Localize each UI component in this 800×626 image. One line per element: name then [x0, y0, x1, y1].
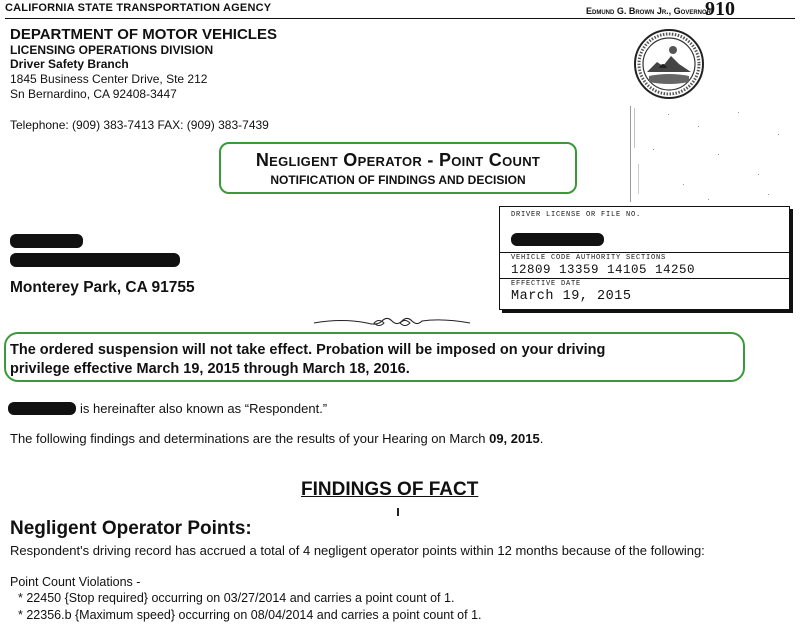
decision-line-2: privilege effective March 19, 2015 through March 18, 2016.: [10, 361, 410, 377]
license-label: DRIVER LICENSE OR FILE NO.: [511, 211, 642, 219]
sections-value: 12809 13359 14105 14250: [511, 263, 696, 277]
address-line-2: Sn Bernardino, CA 92408-3447: [10, 87, 177, 101]
notice-subtitle: NOTIFICATION OF FINDINGS AND DECISION: [270, 173, 526, 187]
effective-label: EFFECTIVE DATE: [511, 280, 582, 288]
sections-label: VEHICLE CODE AUTHORITY SECTIONS: [511, 254, 667, 262]
decision-line-1: The ordered suspension will not take effect. Probation will be imposed on your driving: [10, 342, 606, 358]
hearing-text-main: The following findings and determinations are the results of your Hearing on March: [10, 431, 490, 446]
violation-item: * 22450 {Stop required} occurring on 03/27/2014 and carries a point count of 1.: [18, 591, 455, 605]
header-divider: [5, 18, 795, 19]
notice-title-box: [219, 142, 577, 194]
hearing-text: [10, 431, 543, 446]
scan-noise: [628, 104, 788, 204]
hearing-date: 09, 2015: [489, 431, 540, 446]
notice-title: Negligent Operator - Point Count: [255, 150, 541, 170]
recipient-city: Monterey Park, CA 91755: [10, 279, 195, 296]
division-name: LICENSING OPERATIONS DIVISION: [10, 43, 214, 57]
findings-heading: FINDINGS OF FACT: [301, 479, 479, 500]
negligent-points-description: Respondent's driving record has accrued a total of 4 negligent operator points within 12 months because of the following:: [10, 543, 705, 558]
department-name: DEPARTMENT OF MOTOR VEHICLES: [10, 26, 277, 43]
effective-value: March 19, 2015: [511, 289, 632, 304]
branch-name: Driver Safety Branch: [10, 57, 129, 71]
respondent-text: is hereinafter also known as “Respondent.”: [80, 401, 328, 416]
negligent-points-heading: Negligent Operator Points:: [10, 518, 252, 539]
governor-name: Edmund G. Brown Jr., Governor: [586, 6, 712, 16]
violation-item: * 22356.b {Maximum speed} occurring on 08/04/2014 and carries a point count of 1.: [18, 608, 482, 622]
form-number: 910: [705, 0, 735, 20]
scan-mark: [397, 508, 399, 516]
violations-label: Point Count Violations -: [10, 575, 141, 589]
state-seal-icon: [633, 28, 705, 100]
redacted-recipient-name: [10, 234, 83, 248]
decision-statement-box: [4, 332, 745, 382]
address-line-1: 1845 Business Center Drive, Ste 212: [10, 72, 208, 86]
driver-license-box: [499, 206, 790, 310]
hearing-text-end: .: [539, 431, 544, 446]
flourish-divider: [312, 314, 472, 332]
redacted-respondent-name: [8, 402, 76, 415]
redacted-license-number: [511, 233, 604, 246]
redacted-recipient-address: [10, 253, 180, 267]
agency-name: CALIFORNIA STATE TRANSPORTATION AGENCY: [5, 2, 272, 14]
sections-row: [500, 253, 789, 279]
effective-row: [500, 279, 789, 309]
license-row: [500, 207, 789, 253]
contact-line: Telephone: (909) 383-7413 FAX: (909) 383-7439: [10, 118, 269, 132]
